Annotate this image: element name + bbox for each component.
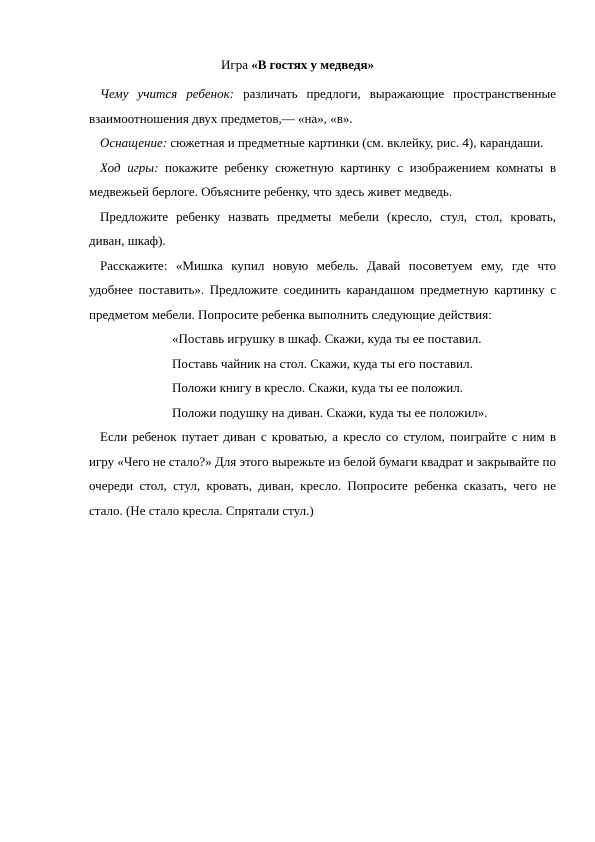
paragraph-goal-lead: Чему учится ребенок:: [100, 86, 235, 101]
paragraph-equipment: [89, 131, 556, 156]
title-name: «В гостях у медведя»: [251, 57, 375, 72]
paragraph-equipment-lead: Оснащение:: [100, 135, 168, 150]
paragraph-goal: [89, 82, 556, 131]
paragraph-furniture: [89, 205, 556, 254]
quote-line: Положи книгу в кресло. Скажи, куда ты ее положил.: [172, 380, 463, 395]
game-title: [0, 57, 595, 73]
paragraph-story: [89, 254, 556, 328]
document-body: [89, 82, 556, 523]
quote-line: Поставь чайник на стол. Скажи, куда ты его поставил.: [172, 355, 473, 371]
paragraph-story-text: Расскажите: «Мишка купил новую мебель. Давай посоветуем ему, где что удобнее поставить». Предложите соединить карандашом предметную картинку с предметом мебели. Попросите ребенка выполнить следующие действия:: [89, 257, 556, 322]
paragraph-goal-text: различать предлоги, выражающие пространственные взаимоотношения двух предметов,— «на», «в».: [89, 86, 556, 126]
paragraph-procedure: [89, 156, 556, 205]
paragraph-furniture-text: Предложите ребенку назвать предметы мебели (кресло, стул, стол, кровать, диван, шкаф).: [89, 208, 556, 248]
quote-line: «Поставь игрушку в шкаф. Скажи, куда ты ее поставил.: [172, 331, 482, 346]
title-prefix: Игра: [220, 57, 252, 72]
paragraph-equipment-text: сюжетная и предметные картинки (см. вклейку, рис. 4), карандаши.: [167, 135, 544, 150]
quote-line: Положи подушку на диван. Скажи, куда ты ее положил».: [172, 404, 488, 420]
paragraph-procedure-lead: Ход игры:: [100, 159, 159, 175]
paragraph-closing: Если ребенок путает диван с кроватью, а кресло со стулом, поиграйте с ним в игру «Чего не стало?» Для этого вырежьте из белой бумаги квадрат и закрывайте по очереди стол, стул, кровать, диван, кресло. Попросите ребенка сказать, чего не стало. (Не стало кресла. Спрятали стул.): [89, 429, 556, 518]
paragraph-procedure-text: покажите ребенку сюжетную картинку с изображением комнаты в медвежьей берлоге. Объясните ребенку, что здесь живет медведь.: [89, 159, 556, 199]
